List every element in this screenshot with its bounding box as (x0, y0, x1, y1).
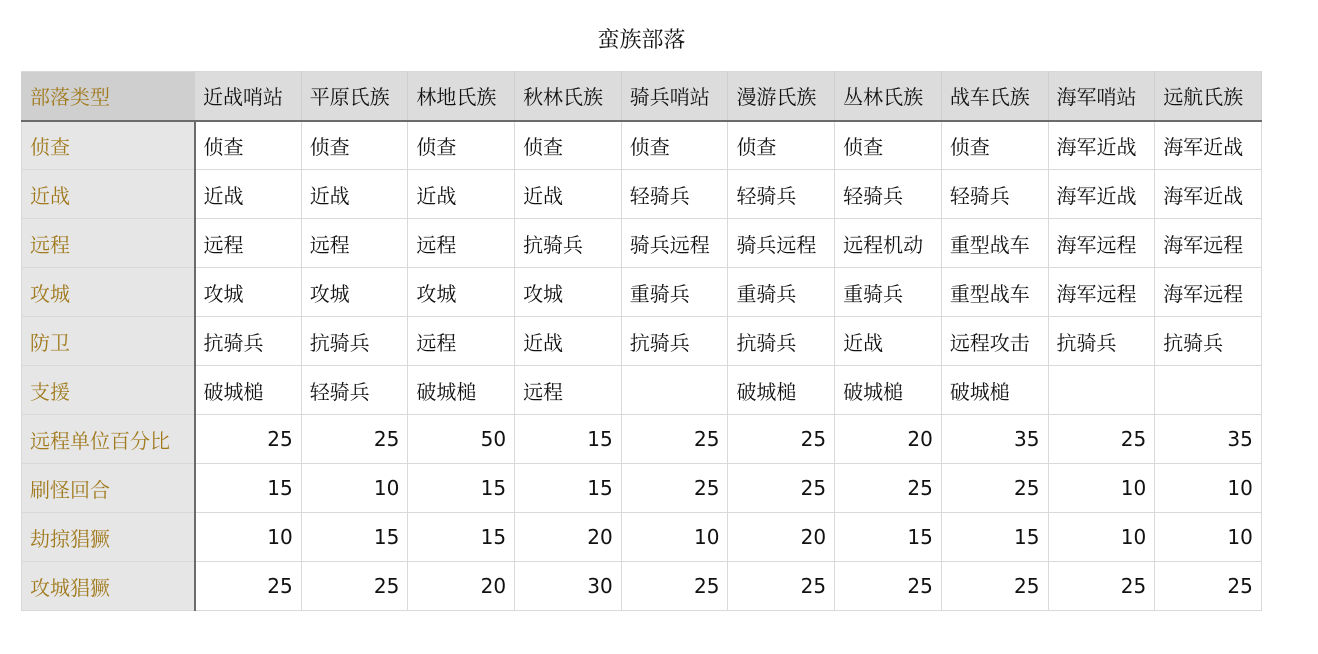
table-cell: 25 (835, 464, 942, 513)
table-cell: 远程 (301, 219, 408, 268)
column-header: 近战哨站 (195, 72, 302, 121)
table-cell: 重型战车 (941, 268, 1048, 317)
tribe-table (21, 71, 1262, 611)
column-header: 远航氏族 (1155, 72, 1262, 121)
table-cell: 近战 (301, 170, 408, 219)
table-cell: 近战 (835, 317, 942, 366)
table-cell: 25 (301, 415, 408, 464)
table-cell: 抗骑兵 (301, 317, 408, 366)
table-cell: 重型战车 (941, 219, 1048, 268)
table-cell: 50 (408, 415, 515, 464)
table-cell: 远程 (195, 219, 302, 268)
table-cell: 远程机动 (835, 219, 942, 268)
table-cell: 海军远程 (1155, 219, 1262, 268)
table-cell: 25 (835, 562, 942, 611)
row-header: 劫掠猖獗 (22, 513, 195, 562)
table-cell: 35 (941, 415, 1048, 464)
table-cell: 海军近战 (1048, 170, 1155, 219)
column-header: 战车氏族 (941, 72, 1048, 121)
column-header: 骑兵哨站 (621, 72, 728, 121)
table-cell: 轻骑兵 (621, 170, 728, 219)
table-cell: 25 (1048, 562, 1155, 611)
table-row (22, 219, 1262, 268)
column-header: 平原氏族 (301, 72, 408, 121)
table-cell: 抗骑兵 (515, 219, 622, 268)
page-title: 蛮族部落 (597, 28, 686, 53)
table-row (22, 513, 1262, 562)
column-header: 秋林氏族 (515, 72, 622, 121)
table-cell: 25 (1048, 415, 1155, 464)
table-cell: 10 (621, 513, 728, 562)
table-cell: 侦查 (621, 121, 728, 170)
table-cell: 25 (941, 464, 1048, 513)
table-cell: 破城槌 (195, 366, 302, 415)
table-cell: 15 (515, 464, 622, 513)
table-cell: 近战 (195, 170, 302, 219)
table-cell: 10 (301, 464, 408, 513)
table-cell: 25 (621, 562, 728, 611)
table-cell: 攻城 (195, 268, 302, 317)
row-header: 攻城 (22, 268, 195, 317)
table-cell: 攻城 (408, 268, 515, 317)
row-header: 远程单位百分比 (22, 415, 195, 464)
table-cell: 破城槌 (941, 366, 1048, 415)
row-header: 防卫 (22, 317, 195, 366)
table-cell: 侦查 (728, 121, 835, 170)
table-cell: 20 (835, 415, 942, 464)
table-cell (1048, 366, 1155, 415)
table-cell: 远程 (515, 366, 622, 415)
table-cell: 15 (301, 513, 408, 562)
column-header: 海军哨站 (1048, 72, 1155, 121)
table-cell: 15 (195, 464, 302, 513)
row-header: 支援 (22, 366, 195, 415)
table-cell: 20 (728, 513, 835, 562)
table-cell: 攻城 (515, 268, 622, 317)
table-cell: 35 (1155, 415, 1262, 464)
table-cell: 海军远程 (1048, 268, 1155, 317)
table-cell: 25 (195, 562, 302, 611)
table-cell: 抗骑兵 (621, 317, 728, 366)
table-cell: 25 (728, 415, 835, 464)
table-cell: 10 (1155, 464, 1262, 513)
table-cell: 30 (515, 562, 622, 611)
table-cell: 轻骑兵 (728, 170, 835, 219)
table-cell: 重骑兵 (835, 268, 942, 317)
table-row (22, 317, 1262, 366)
table-cell: 10 (1048, 513, 1155, 562)
table-cell (621, 366, 728, 415)
row-header: 攻城猖獗 (22, 562, 195, 611)
table-cell: 骑兵远程 (728, 219, 835, 268)
table-cell: 侦查 (301, 121, 408, 170)
table-cell: 抗骑兵 (195, 317, 302, 366)
column-header: 漫游氏族 (728, 72, 835, 121)
table-cell: 25 (728, 464, 835, 513)
table-row (22, 464, 1262, 513)
table-cell: 侦查 (941, 121, 1048, 170)
table-row (22, 170, 1262, 219)
table-row (22, 268, 1262, 317)
table-cell: 15 (941, 513, 1048, 562)
table-cell (1155, 366, 1262, 415)
table-cell: 海军近战 (1155, 170, 1262, 219)
table-cell: 25 (621, 464, 728, 513)
table-cell: 25 (195, 415, 302, 464)
table-cell: 骑兵远程 (621, 219, 728, 268)
table-cell: 海军远程 (1155, 268, 1262, 317)
table-row (22, 415, 1262, 464)
table-cell: 海军近战 (1048, 121, 1155, 170)
row-header: 远程 (22, 219, 195, 268)
row-header: 刷怪回合 (22, 464, 195, 513)
table-cell: 10 (1155, 513, 1262, 562)
table-cell: 20 (515, 513, 622, 562)
table-cell: 重骑兵 (728, 268, 835, 317)
table-cell: 侦查 (408, 121, 515, 170)
table-cell: 破城槌 (835, 366, 942, 415)
table-cell: 远程 (408, 317, 515, 366)
table-cell: 侦查 (835, 121, 942, 170)
table-cell: 15 (835, 513, 942, 562)
table-cell: 20 (408, 562, 515, 611)
table-cell: 25 (728, 562, 835, 611)
table-cell: 轻骑兵 (941, 170, 1048, 219)
table-cell: 侦查 (195, 121, 302, 170)
table-cell: 25 (621, 415, 728, 464)
table-cell: 15 (408, 513, 515, 562)
table-cell: 海军远程 (1048, 219, 1155, 268)
table-cell: 25 (301, 562, 408, 611)
row-header: 侦查 (22, 121, 195, 170)
table-cell: 15 (408, 464, 515, 513)
row-header: 近战 (22, 170, 195, 219)
table-cell: 轻骑兵 (835, 170, 942, 219)
table-cell: 破城槌 (408, 366, 515, 415)
table-cell: 近战 (515, 170, 622, 219)
table-header-row (22, 72, 1262, 121)
table-cell: 10 (195, 513, 302, 562)
table-cell: 破城槌 (728, 366, 835, 415)
table-cell: 重骑兵 (621, 268, 728, 317)
table-row (22, 562, 1262, 611)
table-cell: 远程 (408, 219, 515, 268)
table-cell: 抗骑兵 (1155, 317, 1262, 366)
table-cell: 抗骑兵 (1048, 317, 1155, 366)
table-cell: 抗骑兵 (728, 317, 835, 366)
table-cell: 海军近战 (1155, 121, 1262, 170)
table-cell: 近战 (515, 317, 622, 366)
column-header: 林地氏族 (408, 72, 515, 121)
table-cell: 近战 (408, 170, 515, 219)
table-cell: 25 (941, 562, 1048, 611)
table-cell: 远程攻击 (941, 317, 1048, 366)
table-row (22, 366, 1262, 415)
table-cell: 轻骑兵 (301, 366, 408, 415)
table-cell: 25 (1155, 562, 1262, 611)
table-corner-header: 部落类型 (22, 72, 195, 121)
table-row (22, 121, 1262, 170)
table-cell: 15 (515, 415, 622, 464)
column-header: 丛林氏族 (835, 72, 942, 121)
table-cell: 攻城 (301, 268, 408, 317)
table-cell: 10 (1048, 464, 1155, 513)
table-cell: 侦查 (515, 121, 622, 170)
